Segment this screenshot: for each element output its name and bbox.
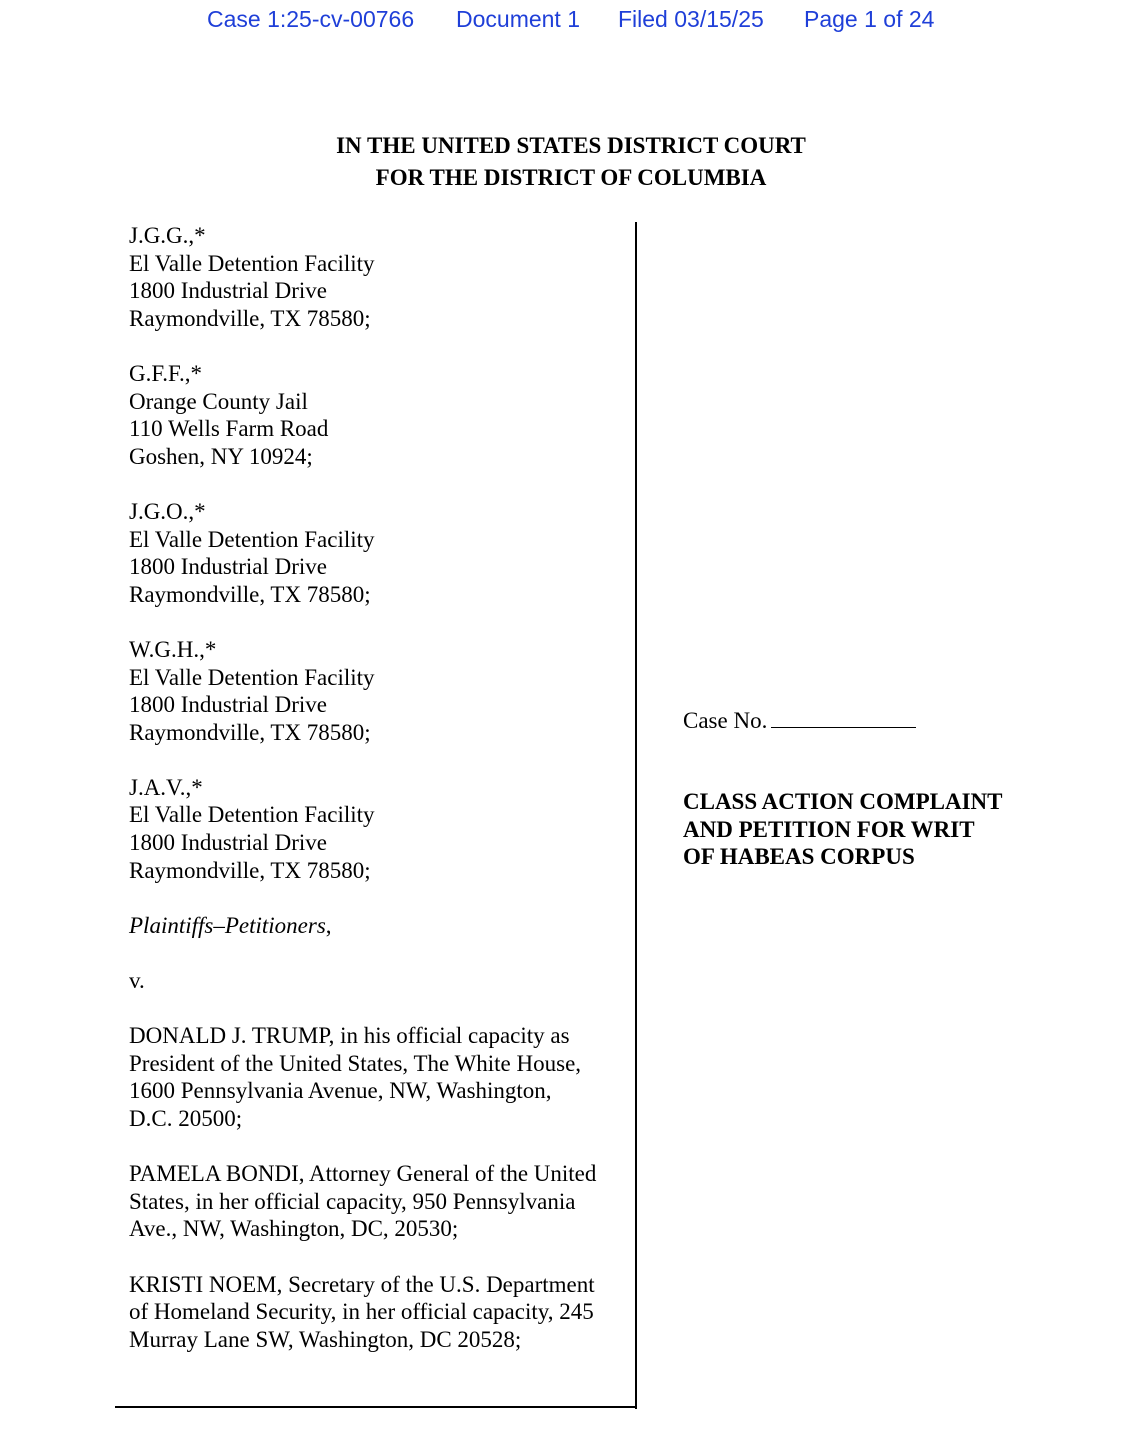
plaintiff-street: 1800 Industrial Drive bbox=[129, 278, 328, 304]
plaintiffs-label: Plaintiffs–Petitioners bbox=[129, 912, 326, 938]
case-number-blank bbox=[771, 705, 916, 728]
plaintiff-facility: El Valle Detention Facility bbox=[129, 664, 375, 690]
plaintiff-name: G.F.F.,* bbox=[129, 360, 203, 386]
plaintiff-block bbox=[129, 222, 629, 332]
versus: v. bbox=[129, 968, 145, 994]
plaintiffs-designation bbox=[129, 912, 629, 940]
defendant-block bbox=[129, 1271, 629, 1354]
document-title-line-2: AND PETITION FOR WRIT bbox=[683, 816, 975, 842]
plaintiff-name: W.G.H.,* bbox=[129, 636, 217, 662]
defendant-line: States, in her official capacity, 950 Pennsylvania bbox=[129, 1188, 576, 1214]
header-document-number: Document 1 bbox=[456, 6, 581, 32]
header-case-number: Case 1:25-cv-00766 bbox=[207, 6, 415, 32]
plaintiff-block bbox=[129, 498, 629, 608]
case-number-label: Case No. bbox=[683, 708, 768, 733]
plaintiff-block bbox=[129, 774, 629, 884]
court-title bbox=[0, 130, 1142, 194]
defendant-line: KRISTI NOEM, Secretary of the U.S. Department bbox=[129, 1271, 595, 1297]
plaintiff-street: 110 Wells Farm Road bbox=[129, 416, 329, 442]
plaintiff-city: Raymondville, TX 78580; bbox=[129, 581, 371, 607]
plaintiff-facility: Orange County Jail bbox=[129, 388, 308, 414]
defendant-line: DONALD J. TRUMP, in his official capacity as bbox=[129, 1023, 570, 1049]
document-title bbox=[683, 788, 1083, 871]
header-filed-date: Filed 03/15/25 bbox=[618, 6, 764, 32]
caption-parties bbox=[129, 222, 629, 1381]
caption-vertical-divider bbox=[635, 222, 637, 1409]
defendant-line: President of the United States, The White House, bbox=[129, 1050, 582, 1076]
header-page-count: Page 1 of 24 bbox=[804, 6, 935, 32]
plaintiff-street: 1800 Industrial Drive bbox=[129, 692, 328, 718]
plaintiffs-label-suffix: , bbox=[325, 912, 332, 938]
court-title-line-2: FOR THE DISTRICT OF COLUMBIA bbox=[375, 165, 767, 190]
defendant-block bbox=[129, 1022, 629, 1132]
document-title-line-3: OF HABEAS CORPUS bbox=[683, 844, 915, 870]
defendant-line: Ave., NW, Washington, DC, 20530; bbox=[129, 1216, 459, 1242]
plaintiff-street: 1800 Industrial Drive bbox=[129, 830, 328, 856]
plaintiff-facility: El Valle Detention Facility bbox=[129, 250, 375, 276]
plaintiff-city: Raymondville, TX 78580; bbox=[129, 305, 371, 331]
defendant-line: 1600 Pennsylvania Avenue, NW, Washington, bbox=[129, 1078, 552, 1104]
plaintiff-name: J.G.G.,* bbox=[129, 223, 206, 248]
plaintiff-street: 1800 Industrial Drive bbox=[129, 554, 328, 580]
plaintiff-name: J.G.O.,* bbox=[129, 498, 206, 524]
court-title-line-1: IN THE UNITED STATES DISTRICT COURT bbox=[336, 133, 806, 158]
defendant-block bbox=[129, 1160, 629, 1243]
plaintiff-block bbox=[129, 636, 629, 746]
plaintiff-facility: El Valle Detention Facility bbox=[129, 526, 375, 552]
defendant-line: D.C. 20500; bbox=[129, 1106, 243, 1131]
plaintiff-city: Goshen, NY 10924; bbox=[129, 443, 313, 469]
plaintiff-city: Raymondville, TX 78580; bbox=[129, 719, 371, 745]
case-number-field bbox=[683, 705, 916, 735]
plaintiff-facility: El Valle Detention Facility bbox=[129, 802, 375, 828]
plaintiff-name: J.A.V.,* bbox=[129, 774, 203, 800]
document-title-line-1: CLASS ACTION COMPLAINT bbox=[683, 789, 1003, 814]
filing-header bbox=[0, 6, 1142, 40]
defendant-line: of Homeland Security, in her official capacity, 245 bbox=[129, 1299, 594, 1325]
defendant-line: PAMELA BONDI, Attorney General of the United bbox=[129, 1161, 597, 1187]
defendant-line: Murray Lane SW, Washington, DC 20528; bbox=[129, 1326, 522, 1352]
caption-bottom-rule bbox=[115, 1406, 637, 1408]
plaintiff-city: Raymondville, TX 78580; bbox=[129, 857, 371, 883]
plaintiff-block bbox=[129, 360, 629, 470]
